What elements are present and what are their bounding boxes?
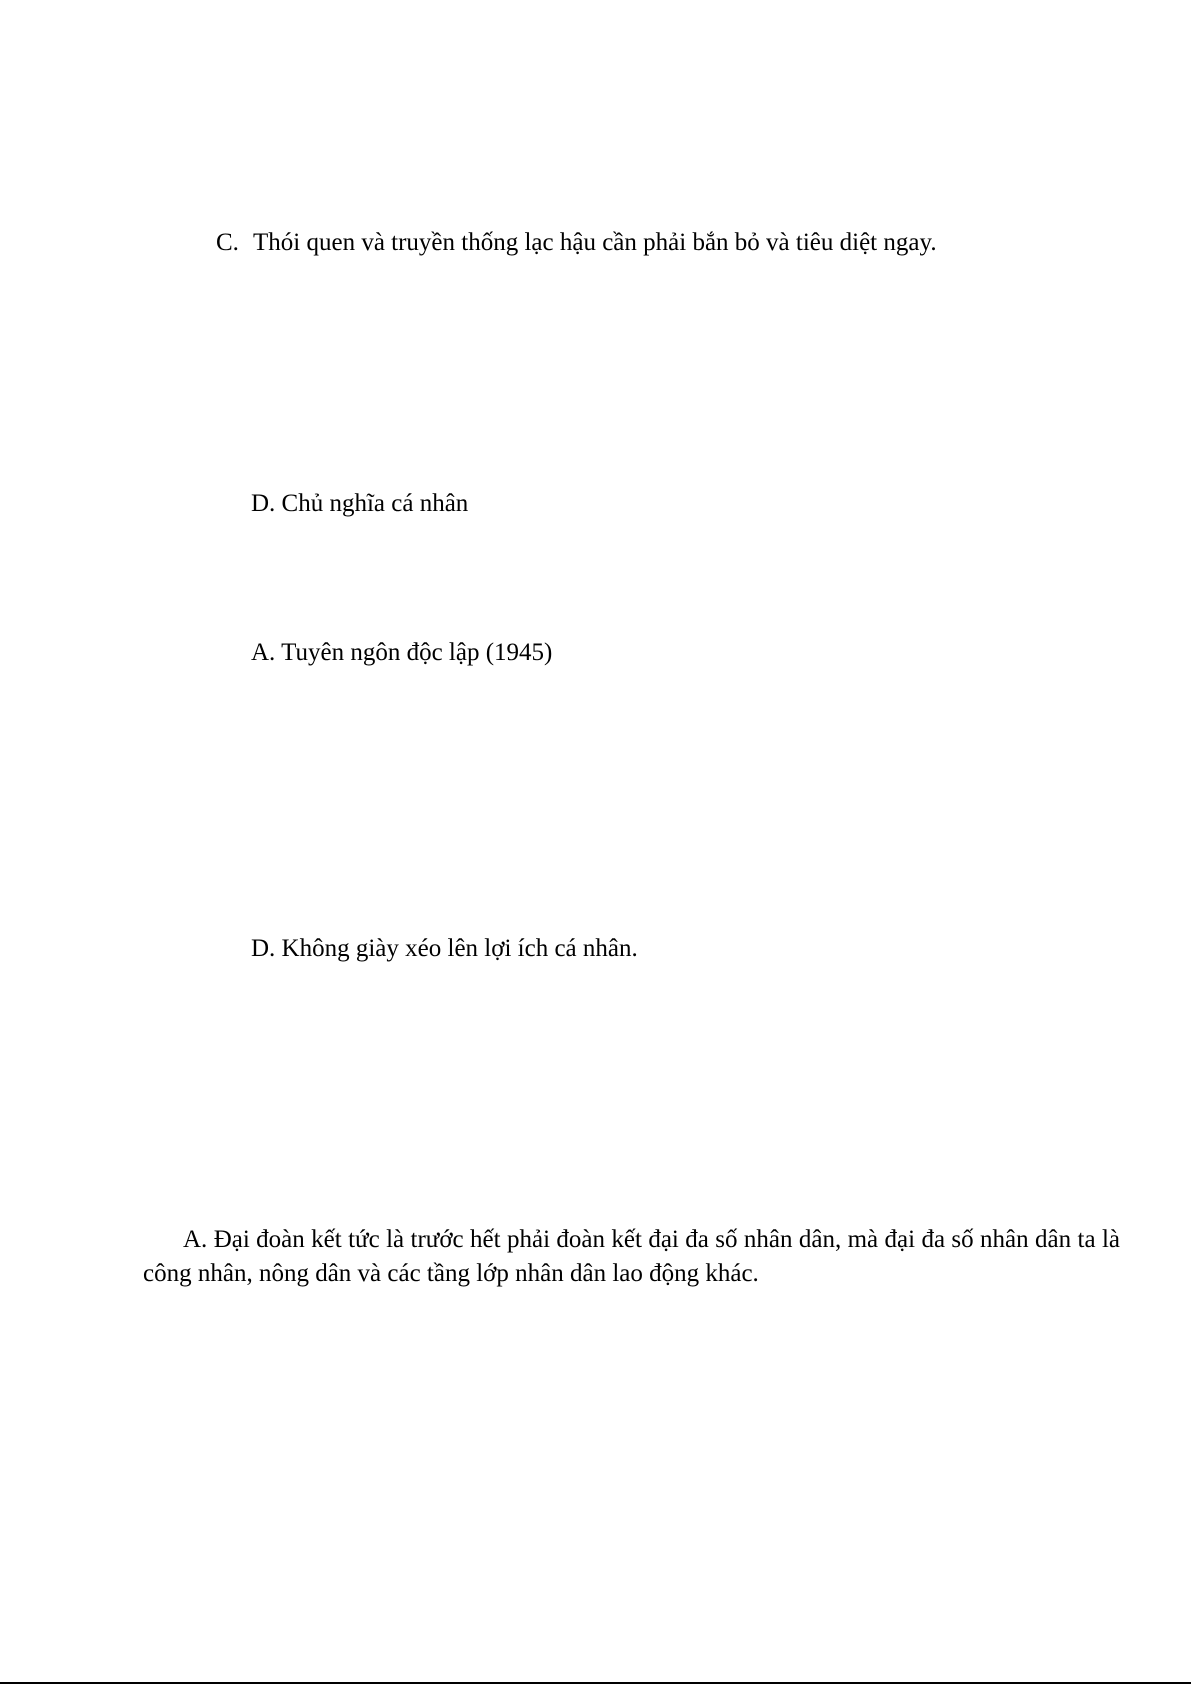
answer-option-c — [216, 226, 937, 260]
answer-paragraph: A. Đại đoàn kết tức là trước hết phải đoàn kết đại đa số nhân dân, mà đại đa số nhân dân ta là công nhân, nông dân và các tầng lớp nhân dân lao động khác. — [143, 1226, 1120, 1287]
answer-option-d: D. Chủ nghĩa cá nhân — [251, 490, 469, 517]
answer-marker: C. — [216, 229, 239, 256]
answer-text: Thói quen và truyền thống lạc hậu cần phải bắn bỏ và tiêu diệt ngay. — [253, 229, 937, 256]
page-bottom-rule — [0, 1682, 1191, 1684]
answer-option-d: D. Không giày xéo lên lợi ích cá nhân. — [251, 935, 638, 962]
answer-option-a: A. Tuyên ngôn độc lập (1945) — [251, 639, 553, 666]
